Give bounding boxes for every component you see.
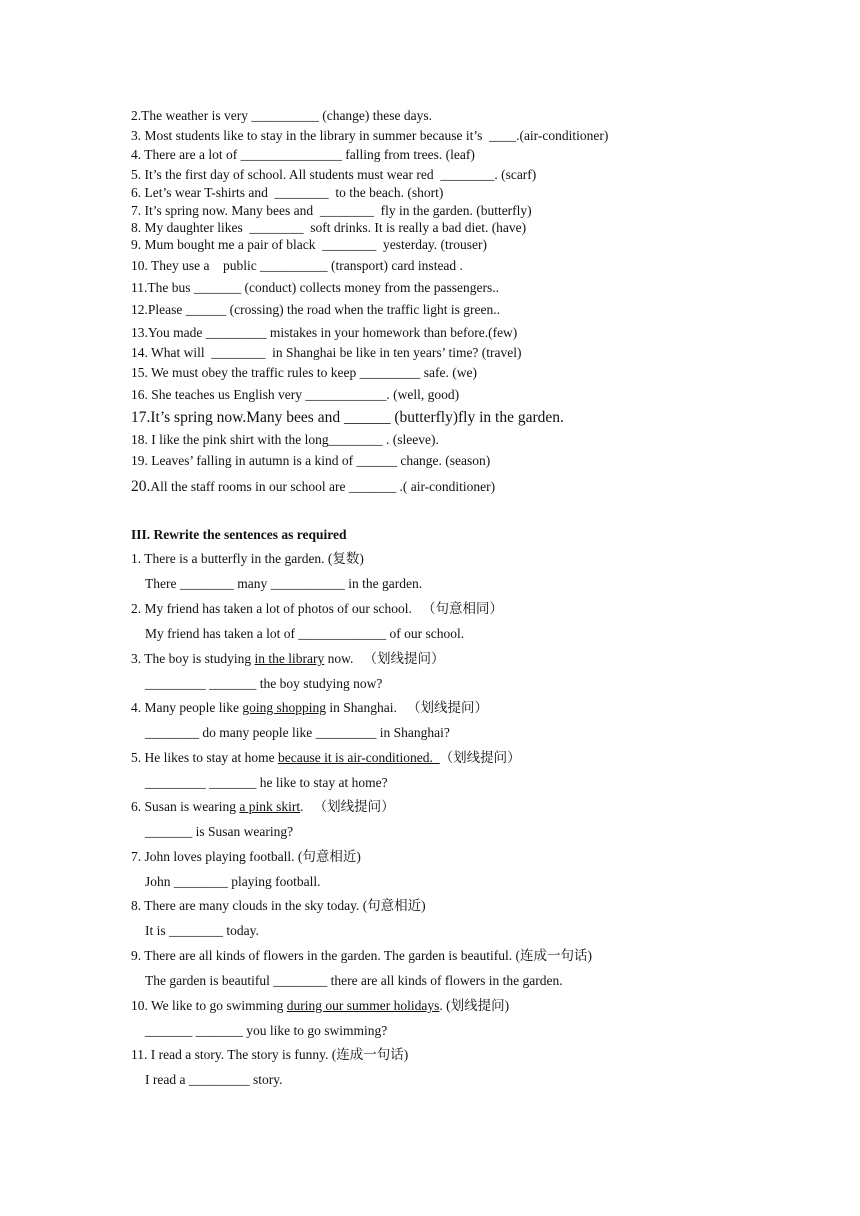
question-10: 10. They use a public __________ (transport) card instead . xyxy=(131,258,463,273)
rewrite-q5-underlined: because it is air-conditioned. xyxy=(277,750,440,765)
question-8: 8. My daughter likes ________ soft drinks. It is really a bad diet. (have) xyxy=(131,220,527,235)
rewrite-q6-post: . （划线提问） xyxy=(300,799,395,814)
rewrite-q9: 9. There are all kinds of flowers in the garden. The garden is beautiful. (连成一句话) xyxy=(131,948,592,963)
rewrite-q4-pre: 4. Many people like xyxy=(131,700,243,715)
rewrite-q11: 11. I read a story. The story is funny. (连成一句话) xyxy=(131,1047,409,1062)
question-7: 7. It’s spring now. Many bees and ________ fly in the garden. (butterfly) xyxy=(131,203,532,218)
rewrite-q3 xyxy=(131,651,445,667)
question-9: 9. Mum bought me a pair of black ________ yesterday. (trouser) xyxy=(131,237,488,252)
rewrite-q9-answer: The garden is beautiful ________ there are all kinds of flowers in the garden. xyxy=(145,973,563,988)
rewrite-q10 xyxy=(131,998,509,1014)
question-20 xyxy=(131,478,495,496)
question-2: 2.The weather is very __________ (change) these days. xyxy=(131,108,433,123)
rewrite-q4-answer: ________ do many people like _________ in Shanghai? xyxy=(145,725,450,740)
rewrite-q10-underlined: during our summer holidays xyxy=(286,998,440,1013)
question-11: 11.The bus _______ (conduct) collects money from the passengers.. xyxy=(131,280,500,295)
question-13: 13.You made _________ mistakes in your homework than before.(few) xyxy=(131,325,518,340)
rewrite-q6 xyxy=(131,799,395,815)
rewrite-q3-pre: 3. The boy is studying xyxy=(131,651,255,666)
rewrite-q2: 2. My friend has taken a lot of photos of our school. （句意相同） xyxy=(131,601,503,616)
question-17: 17.It’s spring now.Many bees and ______ (butterfly)fly in the garden. xyxy=(131,409,564,426)
question-18: 18. I like the pink shirt with the long________ . (sleeve). xyxy=(131,432,439,447)
rewrite-q6-pre: 6. Susan is wearing xyxy=(131,799,240,814)
rewrite-q8-answer: It is ________ today. xyxy=(145,923,259,938)
question-6: 6. Let’s wear T-shirts and ________ to the beach. (short) xyxy=(131,185,444,200)
question-20-text: All the staff rooms in our school are _______ .( air-conditioner) xyxy=(150,479,496,494)
rewrite-q4-post: in Shanghai. （划线提问） xyxy=(326,700,488,715)
rewrite-q5-pre: 5. He likes to stay at home xyxy=(131,750,278,765)
question-15: 15. We must obey the traffic rules to keep _________ safe. (we) xyxy=(131,365,477,380)
rewrite-q5-post: （划线提问） xyxy=(439,750,521,765)
rewrite-q10-post: . (划线提问) xyxy=(439,998,510,1013)
rewrite-q8: 8. There are many clouds in the sky today. (句意相近) xyxy=(131,898,426,913)
question-5: 5. It’s the first day of school. All students must wear red ________. (scarf) xyxy=(131,167,537,182)
rewrite-q4 xyxy=(131,700,488,716)
question-16: 16. She teaches us English very ____________. (well, good) xyxy=(131,387,460,402)
question-12: 12.Please ______ (crossing) the road when the traffic light is green.. xyxy=(131,302,501,317)
rewrite-q10-answer: _______ _______ you like to go swimming? xyxy=(145,1023,388,1038)
question-14: 14. What will ________ in Shanghai be like in ten years’ time? (travel) xyxy=(131,345,522,360)
question-19: 19. Leaves’ falling in autumn is a kind of ______ change. (season) xyxy=(131,453,491,468)
rewrite-q7-answer: John ________ playing football. xyxy=(145,874,321,889)
rewrite-q3-answer: _________ _______ the boy studying now? xyxy=(145,676,383,691)
question-4: 4. There are a lot of _______________ falling from trees. (leaf) xyxy=(131,147,475,162)
rewrite-q5-answer: _________ _______ he like to stay at home? xyxy=(145,775,388,790)
rewrite-q7: 7. John loves playing football. (句意相近) xyxy=(131,849,361,864)
rewrite-q1: 1. There is a butterfly in the garden. (复数) xyxy=(131,551,364,566)
rewrite-q10-pre: 10. We like to go swimming xyxy=(131,998,287,1013)
section-title: III. Rewrite the sentences as required xyxy=(131,527,347,542)
rewrite-q1-answer: There ________ many ___________ in the garden. xyxy=(145,576,423,591)
question-20-number: 20. xyxy=(131,478,151,495)
rewrite-q6-underlined: a pink skirt xyxy=(239,799,301,814)
rewrite-q4-underlined: going shopping xyxy=(242,700,326,715)
rewrite-q5 xyxy=(131,750,521,766)
rewrite-q6-answer: _______ is Susan wearing? xyxy=(145,824,294,839)
rewrite-q3-post: now. （划线提问） xyxy=(324,651,445,666)
rewrite-q3-underlined: in the library xyxy=(254,651,325,666)
rewrite-q11-answer: I read a _________ story. xyxy=(145,1072,283,1087)
rewrite-q2-answer: My friend has taken a lot of _____________ of our school. xyxy=(145,626,465,641)
question-3: 3. Most students like to stay in the library in summer because it’s ____.(air-conditioner) xyxy=(131,128,609,143)
